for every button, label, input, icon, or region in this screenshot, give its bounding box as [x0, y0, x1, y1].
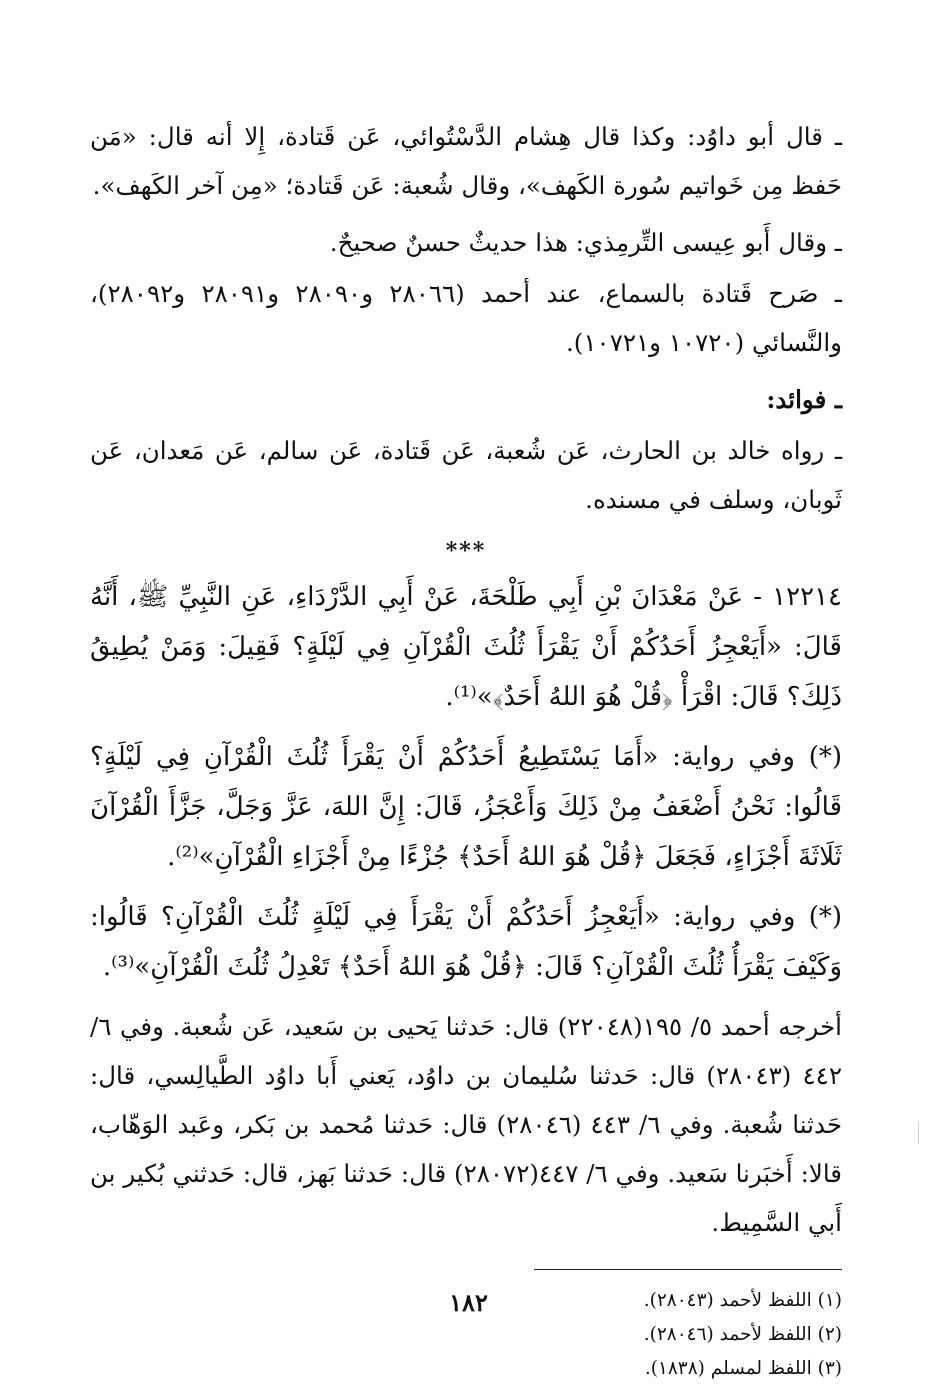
- commentary-tirmidhi: ـ وقال أَبو عِيسى التِّرمِذي: هذا حديثٌ حسنٌ صحيحٌ.: [329, 228, 842, 257]
- commentary-khalid: ـ رواه خالد بن الحارث، عَن شُعبة، عَن قَتادة، عَن سالم، عَن مَعدان، عَن ثَوبان، وسلف في مسنده.: [90, 436, 842, 514]
- commentary-sama: ـ صَرح قَتادة بالسماع، عند أحمد (٢٨٠٦٦ و٢٨٠٩٠ و٢٨٠٩١ و٢٨٠٩٢)، والنَّسائي (١٠٧٢٠ و١٠٧٢١).: [90, 279, 842, 357]
- page-body: [90, 112, 842, 1386]
- benefits-heading: ـ فوائد:: [766, 385, 842, 414]
- section-separator: ***: [445, 538, 487, 564]
- hadith-variant-1: (*) وفي رواية: «أَمَا يَسْتَطِيعُ أَحَدُكُمْ أَنْ يَقْرَأَ ثُلُثَ الْقُرْآنِ فِي لَيْلَةٍ؟ قَالُوا: نَحْنُ أَضْعَفُ مِنْ ذَلِكَ وَأَعْجَزُ، قَالَ: إِنَّ اللهَ، عَزَّ وَجَلَّ، جَزَّأَ الْقُرْآنَ ثَلَاثَةَ أَجْزَاءٍ، فَجَعَلَ ﴿قُلْ هُوَ اللهُ أَحَدٌ﴾ جُزْءًا مِنْ أَجْزَاءِ الْقُرْآنِ»⁽²⁾.: [90, 742, 842, 872]
- hadith-variant-2: (*) وفي رواية: «أَيَعْجِزُ أَحَدُكُمْ أَنْ يَقْرَأَ فِي لَيْلَةٍ ثُلُثَ الْقُرْآنِ؟ قَالُوا: وَكَيْفَ يَقْرَأُ ثُلُثَ الْقُرْآنِ؟ قَالَ: ﴿قُلْ هُوَ اللهُ أَحَدٌ﴾ تَعْدِلُ ثُلُثَ الْقُرْآنِ»⁽³⁾.: [90, 902, 842, 982]
- footnote-2: (٢) اللفظ لأحمد (٢٨٠٤٦).: [643, 1324, 842, 1345]
- takhrij-paragraph: أخرجه أحمد ٥/ ١٩٥(٢٢٠٤٨) قال: حَدثنا يَحيى بن سَعيد، عَن شُعبة. وفي ٦/ ٤٤٢ (٢٨٠٤٣) قال: حَدثنا سُليمان بن داوُد، يَعني أَبا داوُد الطَّيالِسي، قال: حَدثنا شُعبة. وفي ٦/ ٤٤٣ (٢٨٠٤٦) قال: حَدثنا مُحمد بن بَكر، وعَبد الوَهّاب، قالا: أَخبَرنا سَعيد. وفي ٦/ ٤٤٧(٢٨٠٧٢) قال: حَدثنا بَهز، قال: حَدثني بُكير بن أَبي السَّمِيط.: [90, 1012, 842, 1237]
- footnote-divider: [534, 1269, 842, 1270]
- footnote-1: (١) اللفظ لأحمد (٢٨٠٤٣).: [643, 1290, 842, 1311]
- footnote-3: (٣) اللفظ لمسلم (١٨٣٨).: [644, 1358, 842, 1379]
- hadith-main-text: ١٢٢١٤ - عَنْ مَعْدَانَ بْنِ أَبِي طَلْحَةَ، عَنْ أَبِي الدَّرْدَاءِ، عَنِ النَّبِيِّ ﷺ، أَنَّهُ قَالَ: «أَيَعْجِزُ أَحَدُكُمْ أَنْ يَقْرَأَ ثُلُثَ الْقُرْآنِ فِي لَيْلَةٍ؟ فَقِيلَ: وَمَنْ يُطِيقُ ذَلِكَ؟ قَالَ: اقْرَأْ ﴿قُلْ هُوَ اللهُ أَحَدٌ﴾»⁽¹⁾.: [90, 582, 842, 712]
- page-number: ١٨٢: [449, 1288, 488, 1317]
- scan-margin-mark: [918, 1122, 919, 1144]
- commentary-abu-dawud: ـ قال أبو داوُد: وكذا قال هِشام الدَّسْتُوائي، عَن قَتادة، إِلا أنه قال: «مَن حَفظ مِن خَواتيم سُورة الكَهف»، وقال شُعبة: عَن قَتادة؛ «مِن آخر الكَهف».: [90, 122, 842, 200]
